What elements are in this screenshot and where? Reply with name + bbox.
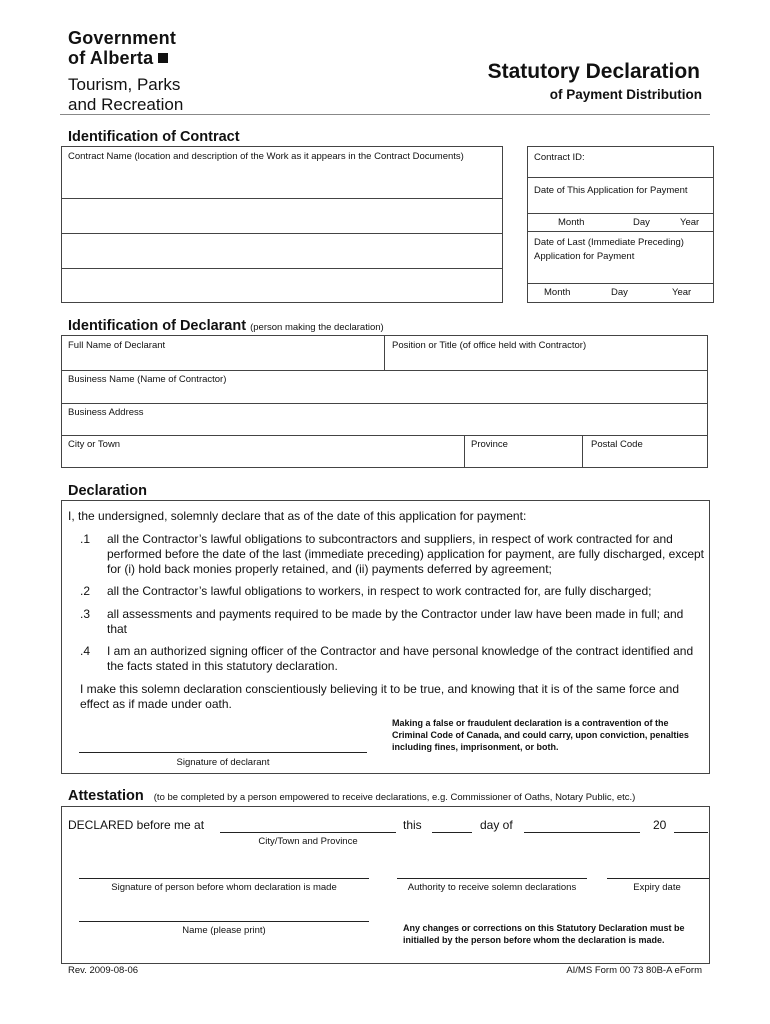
declaration-item: all assessments and payments required to be made by the Contractor under law have been made in full; and that: [107, 607, 684, 636]
revision-date: Rev. 2009-08-06: [68, 965, 139, 976]
date-last-label-2: Application for Payment: [534, 251, 635, 262]
postal-code-field[interactable]: Postal Code: [591, 439, 643, 450]
declarant-line: [62, 435, 707, 436]
attestation-heading: [68, 788, 635, 804]
item-number: .3: [80, 607, 91, 621]
day-label: Day: [611, 287, 628, 298]
business-name-field[interactable]: Business Name (Name of Contractor): [68, 374, 227, 385]
declaration-item: I am an authorized signing officer of the Contractor and have personal knowledge of the contract identified and the facts stated in this statutory declaration.: [107, 644, 694, 673]
ministry-name: [68, 75, 183, 115]
declaration-closing: I make this solemn declaration conscientiously believing it to be true, and knowing that it is of the same force and effect as if made under oath.: [80, 682, 679, 711]
date-last-label-1: Date of Last (Immediate Preceding): [534, 237, 684, 248]
city-field[interactable]: City or Town: [68, 439, 121, 450]
declared-place-line[interactable]: [220, 832, 396, 833]
ministry-line-1: Tourism, Parks: [68, 75, 181, 94]
attestation-box: [61, 806, 710, 964]
date-application-line: [528, 213, 713, 214]
city-province-label: City/Town and Province: [258, 836, 358, 847]
form-title: Statutory Declaration: [487, 60, 700, 83]
logo-square-icon: [158, 53, 168, 63]
province-field[interactable]: Province: [471, 439, 508, 450]
contract-id-label: Contract ID:: [534, 152, 585, 163]
declarant-heading-text: Identification of Declarant: [68, 318, 247, 334]
expiry-label: Expiry date: [633, 882, 681, 893]
declarant-heading: [68, 318, 384, 334]
declarant-signature-line[interactable]: [79, 752, 367, 753]
date-last-line: [528, 283, 713, 284]
attestation-heading-note: (to be completed by a person empowered to receive declarations, e.g. Commissioner of Oaths, Notary Public, etc.): [153, 792, 636, 803]
contract-name-line: [62, 233, 502, 234]
person-signature-line[interactable]: [79, 878, 369, 879]
item-number: .1: [80, 532, 91, 546]
changes-note: Any changes or corrections on this Statutory Declaration must be initialled by the person before whom the declaration is made.: [403, 923, 685, 945]
declarant-divider: [464, 435, 465, 468]
this-label: this: [403, 818, 422, 832]
date-row-line: [528, 231, 713, 232]
contract-id-box[interactable]: [527, 146, 714, 303]
declarant-line: [62, 370, 707, 371]
declaration-heading: Declaration: [68, 483, 147, 499]
full-name-field[interactable]: Full Name of Declarant: [68, 340, 166, 351]
declarant-divider: [384, 336, 385, 370]
month-line[interactable]: [524, 832, 640, 833]
declared-before-label: DECLARED before me at: [68, 818, 205, 832]
logo-line-1: Government: [68, 28, 177, 48]
fraud-warning: Making a false or fraudulent declaration is a contravention of the Criminal Code of Canada, and could carry, upon conviction, penalties including fines, imprisonment, or both.: [392, 718, 689, 752]
declarant-line: [62, 403, 707, 404]
authority-label: Authority to receive solemn declarations: [407, 882, 577, 893]
logo-line-2: of Alberta: [68, 48, 154, 68]
declaration-intro: I, the undersigned, solemnly declare that as of the date of this application for payment:: [68, 509, 527, 523]
name-print-line[interactable]: [79, 921, 369, 922]
position-field[interactable]: Position or Title (of office held with Contractor): [392, 340, 587, 351]
year-label: Year: [680, 217, 700, 228]
contract-name-box[interactable]: [61, 146, 503, 303]
attestation-heading-text: Attestation: [68, 788, 144, 804]
declarant-divider: [582, 435, 583, 468]
business-address-field[interactable]: Business Address: [68, 407, 144, 418]
government-of-alberta-logo: [68, 28, 176, 68]
declaration-box: [61, 500, 710, 774]
day-number-line[interactable]: [432, 832, 472, 833]
authority-line[interactable]: [397, 878, 587, 879]
header-rule: [60, 114, 710, 115]
month-label: Month: [558, 217, 585, 228]
ministry-line-2: and Recreation: [68, 95, 184, 114]
declaration-item: all the Contractor’s lawful obligations to workers, in respect to work contracted for, are fully discharged;: [107, 584, 652, 598]
day-of-label: day of: [480, 818, 513, 832]
expiry-line[interactable]: [607, 878, 709, 879]
year-line[interactable]: [674, 832, 708, 833]
contract-name-label: Contract Name (location and description of the Work as it appears in the Contract Documents): [68, 151, 464, 162]
month-label: Month: [544, 287, 571, 298]
century-label: 20: [653, 818, 667, 832]
date-application-label: Date of This Application for Payment: [534, 185, 688, 196]
person-signature-label: Signature of person before whom declaration is made: [111, 882, 337, 893]
declarant-box: [61, 335, 708, 468]
declaration-item: all the Contractor’s lawful obligations to subcontractors and suppliers, in respect of work contracted for and performed before the date of the last (immediate preceding) application for payment, are fully discharged, except for (i) hold back monies properly retained, and (ii) payments deferred by agreement;: [107, 532, 704, 576]
item-number: .4: [80, 644, 91, 658]
form-number: AI/MS Form 00 73 80B-A eForm: [566, 965, 702, 976]
form-subtitle: of Payment Distribution: [549, 87, 702, 102]
declarant-signature-label: Signature of declarant: [176, 757, 270, 768]
contract-name-line: [62, 198, 502, 199]
day-label: Day: [633, 217, 650, 228]
name-print-label: Name (please print): [182, 925, 266, 936]
contract-name-line: [62, 268, 502, 269]
declarant-heading-note: (person making the declaration): [250, 322, 384, 333]
year-label: Year: [672, 287, 692, 298]
contract-heading: Identification of Contract: [68, 129, 240, 145]
contract-id-line: [528, 177, 713, 178]
item-number: .2: [80, 584, 91, 598]
